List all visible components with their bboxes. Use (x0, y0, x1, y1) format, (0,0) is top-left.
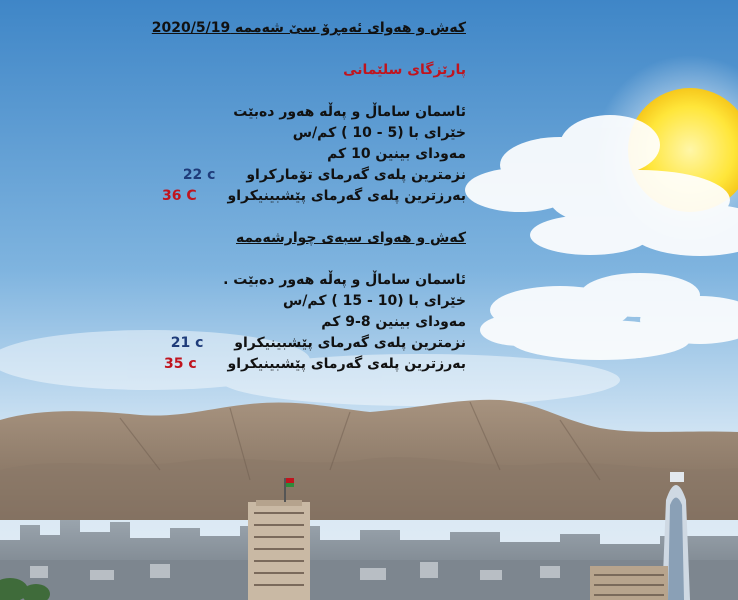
today-max-value: 36 C (162, 188, 197, 204)
spacer (36, 39, 466, 60)
tomorrow-min-value: 21 c (170, 335, 204, 351)
tomorrow-min-label: نزمترین پلەی گەرمای پێشبینیکراو (234, 335, 466, 351)
tomorrow-max-row (36, 354, 466, 375)
today-min-label: نزمترین پلەی گەرمای تۆمارکراو (246, 167, 466, 183)
tomorrow-wind: خێرای با (10 - 15 ) کم/س (282, 293, 466, 309)
tomorrow-min-row (36, 333, 466, 354)
spacer (36, 207, 466, 228)
region-name: پارێزگای سلێمانی (343, 62, 466, 78)
tomorrow-visibility: مەودای بینین 8-9 کم (321, 314, 466, 330)
tomorrow-max-value: 35 c (163, 356, 197, 372)
weather-report (36, 18, 466, 375)
tomorrow-sky: ئاسمان ساماڵ و پەڵە هەور دەبێت . (223, 272, 466, 288)
today-min-value: 22 c (182, 167, 216, 183)
report-title: كەش و هەوای ئەمڕۆ سێ شەممە 2020/5/19 (151, 20, 466, 36)
today-sky: ئاسمان ساماڵ و پەڵە هەور دەبێت (233, 104, 466, 120)
today-wind: خێرای با (5 - 10 ) کم/س (292, 125, 466, 141)
tomorrow-max-label: بەرزترین پلەی گەرمای پێشبینیکراو (227, 356, 466, 372)
spacer (36, 81, 466, 102)
spacer (36, 249, 466, 270)
today-max-row (36, 186, 466, 207)
today-visibility: مەودای بینین 10 کم (327, 146, 466, 162)
today-max-label: بەرزترین پلەی گەرمای پێشبینیکراو (227, 188, 466, 204)
tomorrow-title: کەش و هەوای سبەی چوارشەممە (235, 230, 466, 246)
today-min-row (36, 165, 466, 186)
